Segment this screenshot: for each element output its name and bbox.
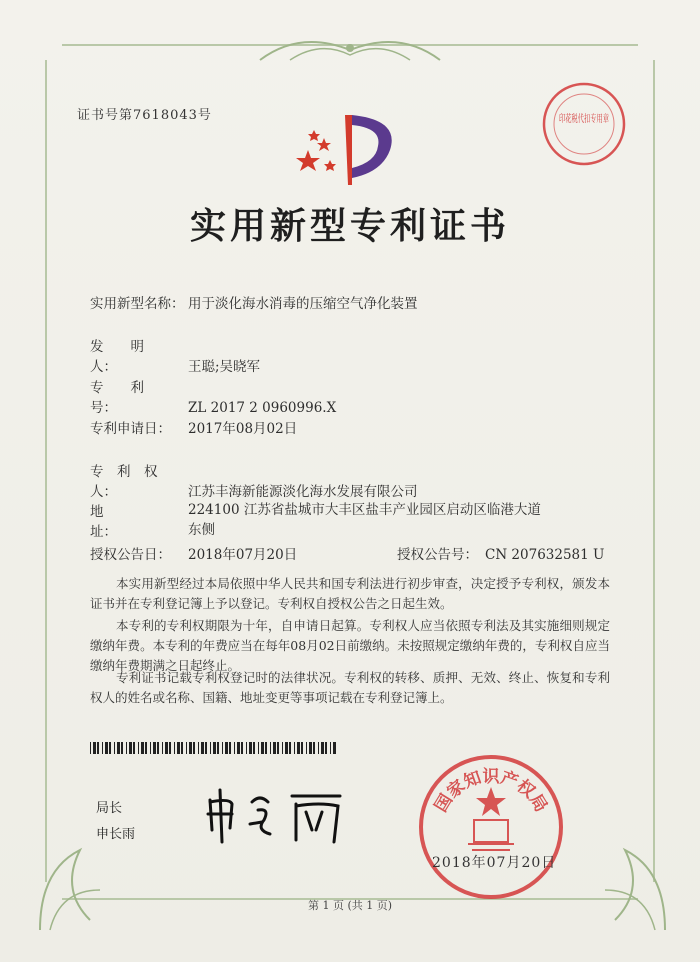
barcode-bar <box>157 742 159 754</box>
barcode-bar <box>325 742 327 754</box>
field-value: 王聪;吴晓军 <box>188 359 261 375</box>
decorative-border-right <box>650 60 655 882</box>
barcode-bar <box>222 742 223 754</box>
barcode-bar <box>270 742 271 754</box>
barcode-bar <box>133 742 135 754</box>
field-value: CN 207632581 U <box>485 547 605 563</box>
barcode-bar <box>169 742 171 754</box>
bottom-right-ornament <box>585 830 675 940</box>
barcode-bar <box>105 742 108 754</box>
barcode-bar <box>97 742 99 754</box>
barcode-bar <box>261 742 264 754</box>
barcode-bar <box>225 742 228 754</box>
barcode-bar <box>265 742 267 754</box>
barcode-bar <box>210 742 211 754</box>
barcode-bar <box>273 742 276 754</box>
barcode-bar <box>229 742 231 754</box>
barcode-bar <box>117 742 120 754</box>
field-value: 江苏丰海新能源淡化海水发展有限公司 <box>188 484 418 500</box>
field-label: 授权公告日： <box>90 547 171 563</box>
barcode-bar <box>205 742 207 754</box>
barcode-bar <box>177 742 180 754</box>
official-seal <box>416 752 566 902</box>
barcode-bar <box>258 742 259 754</box>
barcode-bar <box>309 742 312 754</box>
field-patentee <box>90 460 418 500</box>
field-value: 用于淡化海水消毒的压缩空气净化装置 <box>188 296 418 312</box>
barcode-bar <box>297 742 300 754</box>
body-paragraph-1: 本实用新型经过本局依照中华人民共和国专利法进行初步审查，决定授予专利权，颁发本证书并在专利登记簿上予以登记。专利权自授权公告之日起生效。 <box>90 576 610 611</box>
barcode-bar <box>321 742 324 754</box>
field-label: 专 利 号： <box>90 380 171 416</box>
barcode <box>90 742 336 754</box>
barcode-bar <box>234 742 235 754</box>
barcode-bar <box>313 742 315 754</box>
seal-date: 2018年07月20日 <box>432 855 557 871</box>
field-label: 实用新型名称： <box>90 296 185 312</box>
barcode-bar <box>306 742 307 754</box>
barcode-bar <box>141 742 144 754</box>
barcode-bar <box>121 742 123 754</box>
barcode-bar <box>145 742 147 754</box>
barcode-bar <box>114 742 115 754</box>
barcode-bar <box>93 742 96 754</box>
barcode-bar <box>277 742 279 754</box>
certificate-title: 实用新型专利证书 <box>189 205 510 247</box>
barcode-bar <box>330 742 331 754</box>
barcode-bar <box>193 742 195 754</box>
barcode-bar <box>294 742 295 754</box>
barcode-bar <box>253 742 255 754</box>
barcode-bar <box>285 742 288 754</box>
body-paragraph-3: 专利证书记载专利权登记时的法律状况。专利权的转移、质押、无效、终止、恢复和专利权人的姓名或名称、国籍、地址变更等事项记载在专利登记簿上。 <box>90 670 610 705</box>
barcode-bar <box>318 742 319 754</box>
barcode-bar <box>246 742 247 754</box>
barcode-bar <box>198 742 199 754</box>
field-value: 2017年08月02日 <box>188 421 298 437</box>
decorative-border-left <box>45 60 50 882</box>
field-label: 专 利 权 人： <box>90 464 171 500</box>
field-grant-announcement-number <box>397 543 604 563</box>
certificate-number: 证书号第7618043号 <box>77 108 212 123</box>
barcode-bar <box>201 742 204 754</box>
barcode-bar <box>186 742 187 754</box>
field-patent-number <box>90 376 336 416</box>
field-application-date <box>90 417 297 437</box>
handwritten-signature <box>200 780 350 850</box>
stamp-duty-seal-text: 印花税代扣专用章 <box>559 114 639 125</box>
top-ornament <box>250 30 450 70</box>
seal-text: 国家知识产权局 <box>431 767 551 816</box>
barcode-bar <box>102 742 103 754</box>
barcode-bar <box>217 742 219 754</box>
barcode-bar <box>129 742 132 754</box>
barcode-bar <box>138 742 139 754</box>
signatory-name: 申长雨 <box>96 827 136 842</box>
barcode-bar <box>249 742 252 754</box>
field-value: 224100 江苏省盐城市大丰区盐丰产业园区启动区临港大道东侧 <box>188 502 541 538</box>
barcode-bar <box>181 742 183 754</box>
signatory-title: 局长 <box>96 801 123 816</box>
field-value: 2018年07月20日 <box>188 547 298 563</box>
field-label: 发 明 人： <box>90 339 171 375</box>
barcode-bar <box>165 742 168 754</box>
barcode-bar <box>162 742 163 754</box>
field-value: ZL 2017 2 0960996.X <box>188 400 337 416</box>
barcode-bar <box>90 742 91 754</box>
body-paragraph-2: 本专利的专利权期限为十年，自申请日起算。专利权人应当依照专利法及其实施细则规定缴纳年费。本专利的年费应当在每年08月02日前缴纳。未按照规定缴纳年费的，专利权自应当缴纳年费期满之日起终止。 <box>90 618 610 673</box>
barcode-bar <box>189 742 192 754</box>
barcode-bar <box>109 742 111 754</box>
field-grant-announcement-date <box>90 543 297 563</box>
barcode-bar <box>282 742 283 754</box>
barcode-bar <box>301 742 303 754</box>
barcode-bar <box>241 742 243 754</box>
page-footer: 第 1 页 (共 1 页) <box>307 899 393 912</box>
field-inventors <box>90 335 260 375</box>
barcode-bar <box>150 742 151 754</box>
patent-office-emblem <box>290 100 410 190</box>
bottom-left-ornament <box>30 830 120 940</box>
barcode-bar <box>333 742 336 754</box>
stamp-duty-seal <box>540 80 639 168</box>
barcode-bar <box>213 742 216 754</box>
field-label: 地 址： <box>90 504 171 540</box>
barcode-bar <box>289 742 291 754</box>
field-label: 专利申请日： <box>90 421 171 437</box>
barcode-bar <box>174 742 175 754</box>
field-utility-model-name <box>90 292 418 312</box>
field-address <box>90 500 560 540</box>
field-label: 授权公告号： <box>397 547 478 563</box>
barcode-bar <box>126 742 127 754</box>
barcode-bar <box>237 742 240 754</box>
barcode-bar <box>153 742 156 754</box>
